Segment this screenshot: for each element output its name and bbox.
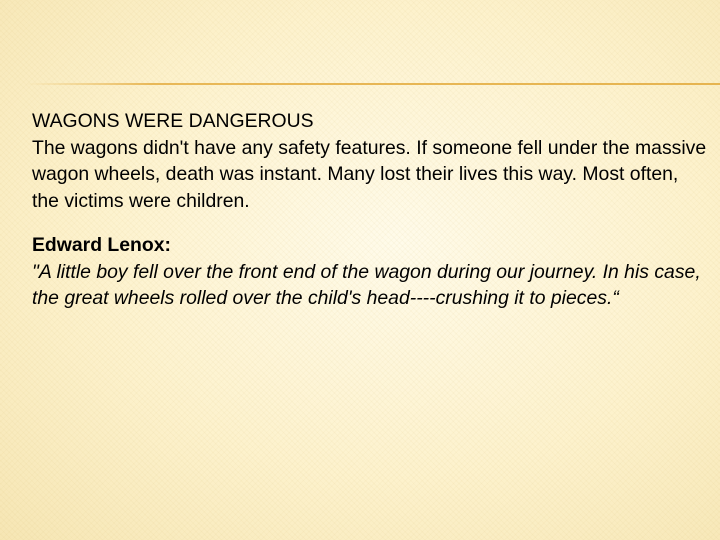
- accent-rule: [26, 83, 720, 85]
- body-paragraph: The wagons didn't have any safety features. If someone fell under the massive wagon wheels, death was instant. Many lost their lives this way. Most often, the victims were children.: [32, 136, 707, 212]
- quote-speaker: Edward Lenox:: [32, 234, 171, 256]
- slide-content: [32, 108, 708, 312]
- slide-heading: WAGONS WERE DANGEROUS: [32, 110, 314, 132]
- quote-text: "A little boy fell over the front end of the wagon during our journey. In his case, the great wheels rolled over the child's head----crushing it to pieces.“: [32, 260, 701, 309]
